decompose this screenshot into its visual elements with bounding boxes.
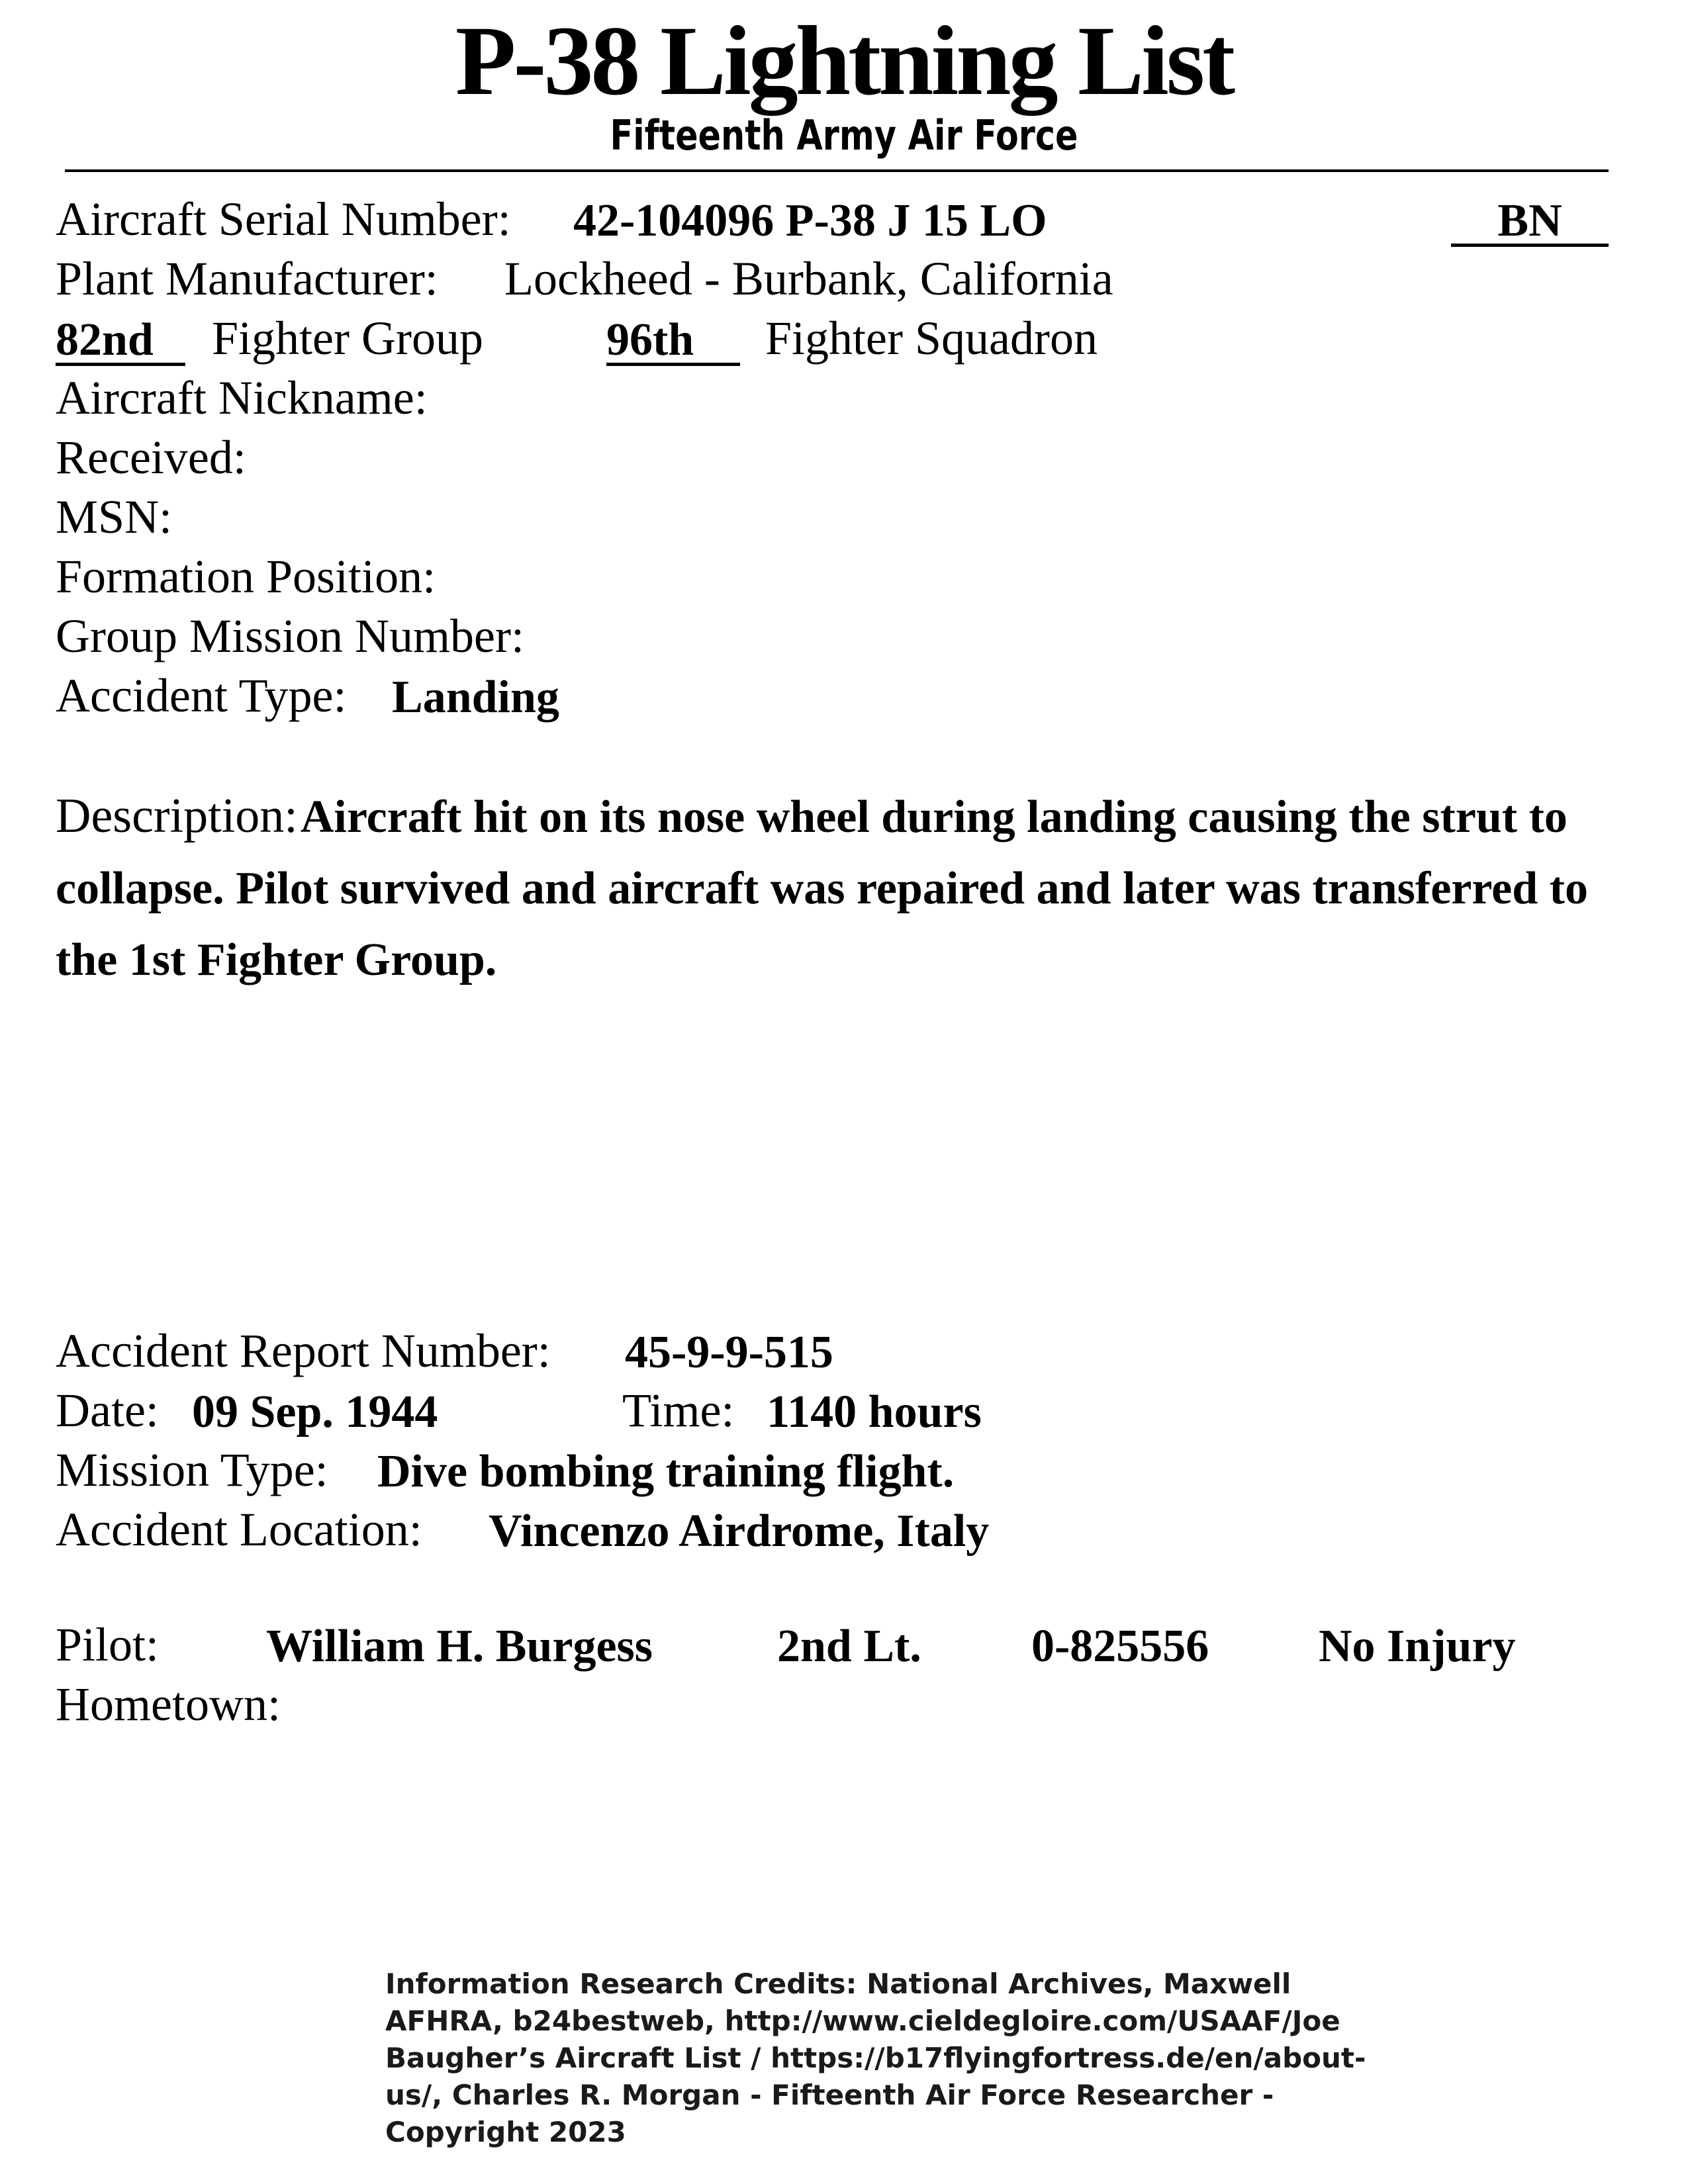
pilot-serial-number: 0-825556 [1031,1621,1209,1672]
accident-location-label: Accident Location: [56,1503,422,1556]
accident-report-number-value: 45-9-9-515 [625,1327,833,1378]
serial-number-label: Aircraft Serial Number: [56,193,511,246]
pilot-name: William H. Burgess [266,1621,653,1672]
research-credits: Information Research Credits: National Archives, Maxwell AFHRA, b24bestweb, http://www.cieldegloire.com/USAAF/Joe Baugher’s Aircraft List / https://b17flyingfortress.de/en/about-us/, Charles R. Morgan - Fifteenth Air Force Researcher - Copyright 2023 [385,1968,1366,2148]
msn-label: MSN: [56,490,173,543]
description-label: Description: [56,789,298,843]
accident-type-label: Accident Type: [56,669,347,722]
fighter-squadron-label: Fighter Squadron [765,312,1098,365]
received-label: Received: [56,431,246,484]
page-subtitle: Fifteenth Army Air Force [610,111,1078,159]
time-label: Time: [622,1384,735,1437]
accident-report-number-label: Accident Report Number: [56,1324,551,1377]
fighter-group-value: 82nd [56,318,185,366]
hometown-label: Hometown: [56,1678,281,1731]
group-field [56,314,185,367]
bn-value: BN [1451,199,1609,247]
pilot-label: Pilot: [56,1618,160,1671]
page-title: P-38 Lightning List [455,6,1233,116]
fighter-group-label: Fighter Group [212,312,483,365]
formation-position-label: Formation Position: [56,550,436,603]
description-value: Aircraft hit on its nose wheel during landing causing the strut to collapse. Pilot survived and aircraft was repaired and later was transferred to the 1st Fighter Group. [56,792,1588,985]
serial-number-value: 42-104096 P-38 J 15 LO [573,195,1047,246]
fighter-squadron-value: 96th [606,318,740,366]
pilot-rank: 2nd Lt. [777,1621,921,1672]
aircraft-nickname-label: Aircraft Nickname: [56,371,428,424]
mission-type-label: Mission Type: [56,1443,328,1496]
group-mission-number-label: Group Mission Number: [56,610,524,662]
manufacturer-value: Lockheed - Burbank, California [504,252,1113,305]
date-value: 09 Sep. 1944 [192,1387,438,1437]
bn-field [1451,195,1609,248]
time-value: 1140 hours [767,1387,982,1437]
header-divider [65,169,1609,172]
date-label: Date: [56,1384,159,1437]
accident-type-value: Landing [392,672,559,723]
manufacturer-label: Plant Manufacturer: [56,252,438,305]
accident-location-value: Vincenzo Airdrome, Italy [489,1506,990,1557]
description-block [56,786,1631,1002]
squadron-field [606,314,740,367]
pilot-status: No Injury [1319,1621,1516,1672]
mission-type-value: Dive bombing training flight. [377,1446,955,1497]
